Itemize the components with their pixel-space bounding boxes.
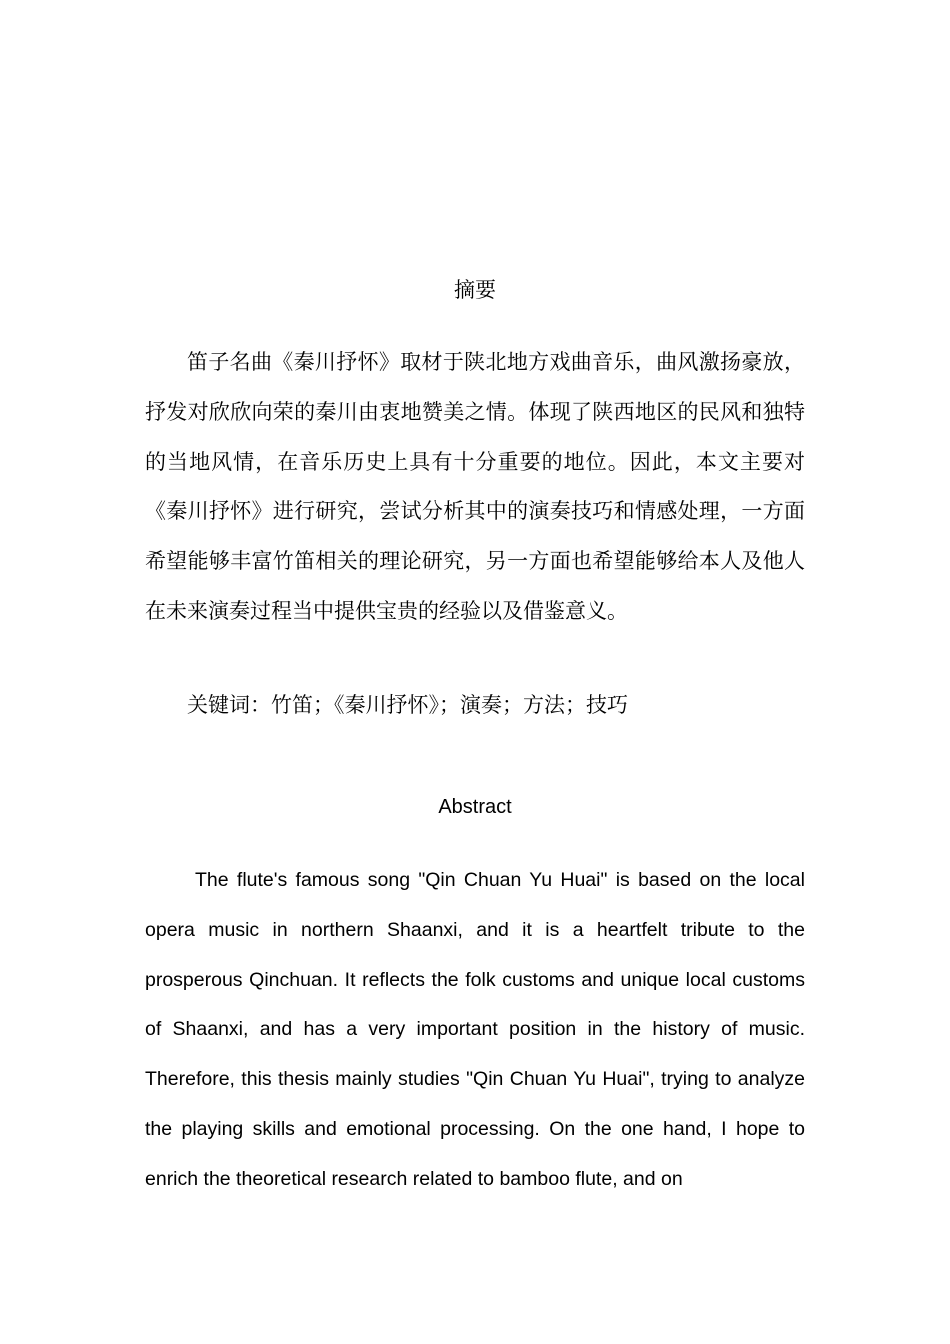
chinese-abstract-title: 摘要 — [454, 278, 496, 302]
english-abstract-title: Abstract — [438, 796, 512, 818]
chinese-abstract-body: 笛子名曲《秦川抒怀》取材于陕北地方戏曲音乐，曲风激扬豪放，抒发对欣欣向荣的秦川由衷地赞美之情。体现了陕西地区的民风和独特的当地风情，在音乐历史上具有十分重要的地位。因此，本文主要对《秦川抒怀》进行研究，尝试分析其中的演奏技巧和情感处理，一方面希望能够丰富竹笛相关的理论研究，另一方面也希望能够给本人及他人在未来演奏过程当中提供宝贵的经验以及借鉴意义。 — [145, 350, 805, 623]
english-abstract-body: The flute's famous song "Qin Chuan Yu Huai" is based on the local opera music in northern Shaanxi, and it is a heartfelt tribute to the prosperous Qinchuan. It reflects the folk customs and unique local customs of Shaanxi, and has a very important position in the history of music. Therefore, this thesis mainly studies "Qin Chuan Yu Huai", trying to analyze the playing skills and emotional processing. On the one hand, I hope to enrich the theoretical research related to bamboo flute, and on — [145, 869, 805, 1190]
chinese-keywords: 关键词：竹笛；《秦川抒怀》；演奏；方法；技巧 — [187, 693, 628, 717]
